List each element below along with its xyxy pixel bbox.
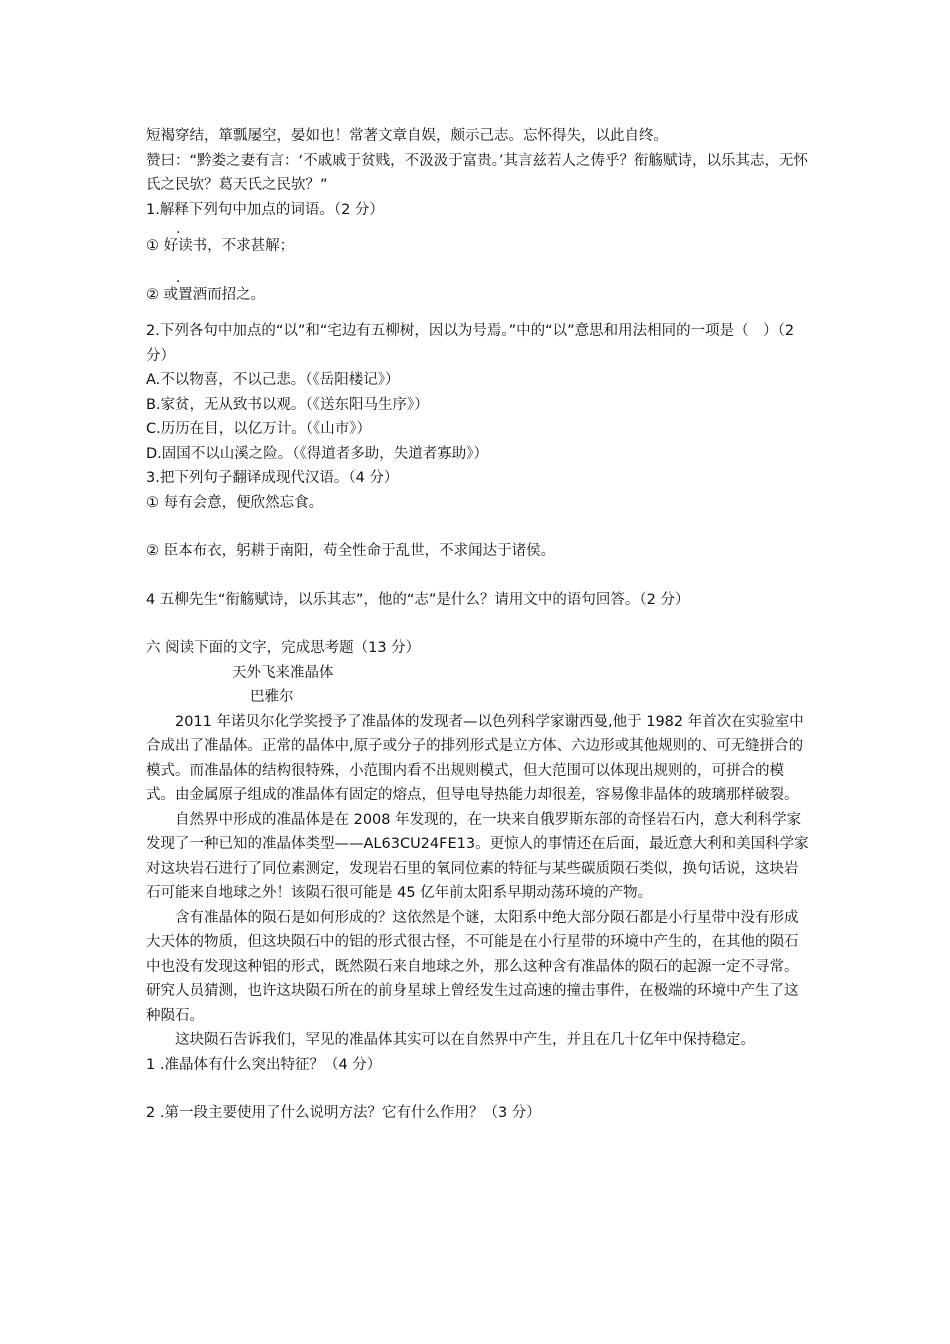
article-paragraph-3: 含有准晶体的陨石是如何形成的？这依然是个谜，太阳系中绝大部分陨石都是小行星带中没有形成大天体的物质，但这块陨石中的铝的形式很古怪，不可能是在小行星带的环境中产生的，在其他的陨石中也没有发现这种铝的形式，既然陨石来自地球之外，那么这种含有准晶体的陨石的起源一定不寻常。研究人员猜测，也许这块陨石所在的前身星球上曾经发生过高速的撞击事件，在极端的环境中产生了这种陨石。 — [146, 909, 799, 1024]
article-author: 巴雅尔 — [250, 689, 294, 705]
question-3-item-a: ① 每有会意，便欣然忘食。 — [146, 494, 324, 511]
article-paragraph-1: 2011 年诺贝尔化学奖授予了准晶体的发现者—以色列科学家谢西曼,他于 1982 年首次在实验室中合成出了准晶体。正常的晶体中,原子或分子的排列形式是立方体、六边形或其他规则的、可无缝拼合的模式。而准晶体的结构很特殊，小范围内看不出规则模式，但大范围可以体现出规则的，可拼合的模式。由金属原子组成的准晶体有固定的熔点，但导电导热能力却很差，容易像非晶体的玻璃那样破裂。 — [146, 713, 804, 803]
article-paragraph-4: 这块陨石告诉我们，罕见的准晶体其实可以在自然界中产生，并且在几十亿年中保持稳定。 — [175, 1032, 755, 1048]
question-2-option-b: B.家贫，无从致书以观。（《送东阳马生序》） — [146, 396, 429, 413]
section-6-heading: 六 阅读下面的文字，完成思考题（13 分） — [146, 640, 421, 656]
emphasis-dot: . — [176, 269, 181, 286]
question-2-option-a: A.不以物喜，不以己悲。（《岳阳楼记》） — [146, 372, 400, 388]
question-2-option-d: D.固国不以山溪之险。（《得道者多助，失道者寡助》） — [146, 445, 489, 462]
section-6-question-2: 2 .第一段主要使用了什么说明方法？它有什么作用？（3 分） — [146, 1105, 541, 1121]
question-1-item-b — [146, 269, 810, 308]
text-line: 短褐穿结，箪瓢屡空，晏如也！常著文章自娱，颇示己志。忘怀得失，以此自终。 — [146, 128, 668, 144]
question-1-item-a — [146, 221, 810, 259]
question-3-title: 3.把下列句子翻译成现代汉语。（4 分） — [146, 470, 399, 486]
section-6-question-1: 1 .准晶体有什么突出特征？（4 分） — [146, 1056, 382, 1073]
question-1-item-b-text: ② 或置酒而招之。 — [146, 286, 266, 303]
question-2-title: 2.下列各句中加点的“以”和“宅边有五柳树，因以为号焉。”中的“以”意思和用法相同的一项是（ ）（2 分） — [146, 323, 795, 364]
emphasis-dot: . — [176, 221, 181, 237]
question-3-item-b: ② 臣本布衣，躬耕于南阳，苟全性命于乱世，不求闻达于诸侯。 — [146, 543, 556, 559]
question-1-item-a-text: ① 好读书，不求甚解； — [146, 238, 295, 254]
question-2-option-c: C.历历在目，以亿万计。（《山市》） — [146, 421, 371, 437]
document-page — [146, 124, 810, 1126]
article-title: 天外飞来准晶体 — [232, 664, 334, 681]
article-paragraph-2: 自然界中形成的准晶体是在 2008 年发现的，在一块来自俄罗斯东部的奇怪岩石内，意大利科学家发现了一种已知的准晶体类型——AL63CU24FE13。更惊人的事情还在后面，最近意大利和美国科学家对这块岩石进行了同位素测定，发现岩石里的氧同位素的特征与某些碳质陨石类似，换句话说，这块岩石可能来自地球之外！该陨石很可能是 45 亿年前太阳系早期动荡环境的产物。 — [146, 811, 809, 901]
question-1-title: 1.解释下列句中加点的词语。（2 分） — [146, 201, 384, 218]
question-4-title: 4 五柳先生“衔觞赋诗，以乐其志”，他的“志”是什么？请用文中的语句回答。（2 分） — [146, 591, 690, 608]
text-paragraph: 赞曰：“黔娄之妻有言：‘不戚戚于贫贱，不汲汲于富贵。’其言兹若人之俦乎？衔觞赋诗，以乐其志，无怀氏之民欤？葛天氏之民欤？” — [146, 152, 808, 193]
